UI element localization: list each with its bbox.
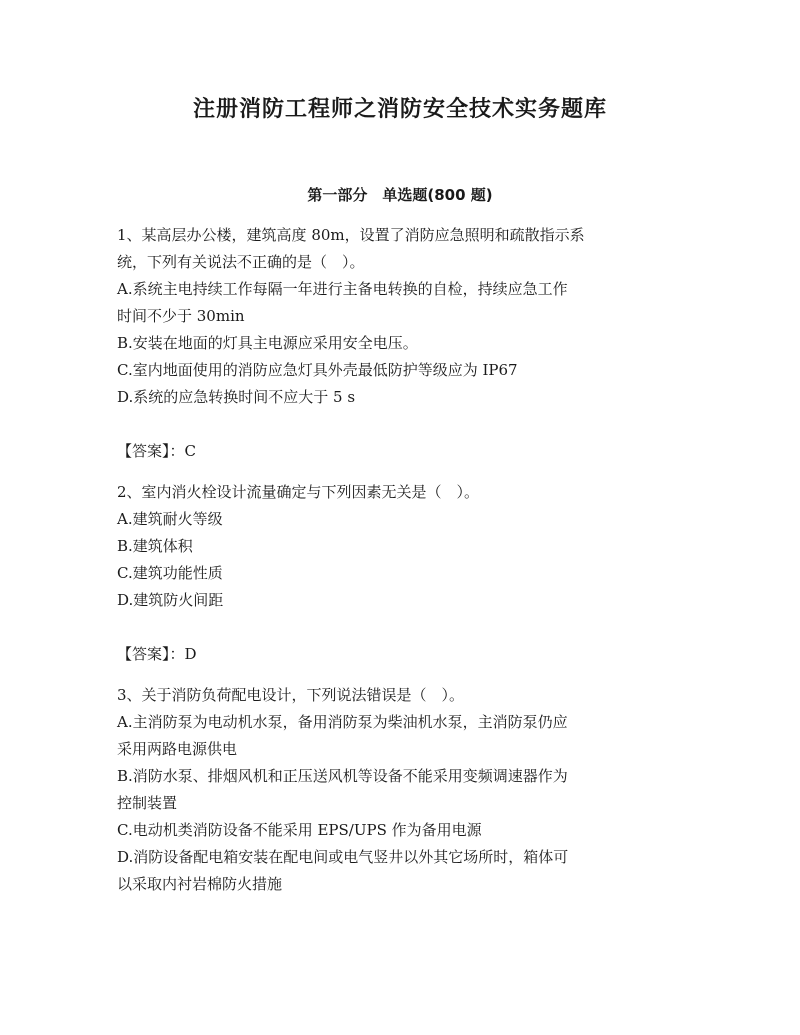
option-c: C.电动机类消防设备不能采用 EPS/UPS 作为备用电源 [117,821,482,839]
option-b-continued: 控制装置 [117,794,178,812]
question-2 [117,479,677,668]
answer-label: 【答案】：D [117,645,197,663]
option-a: A.建筑耐火等级 [117,510,223,528]
option-d: D.消防设备配电箱安装在配电间或电气竖井以外其它场所时，箱体可 [117,848,569,866]
question-stem-line: 统，下列有关说法不正确的是（ ）。 [117,253,365,271]
question-list [117,222,677,898]
document-title: 注册消防工程师之消防安全技术实务题库 [192,97,607,122]
question-1 [117,222,677,465]
question-stem-line: 1、某高层办公楼，建筑高度 80m，设置了消防应急照明和疏散指示系 [117,226,585,244]
option-a-continued: 时间不少于 30min [117,307,245,325]
option-a: A.系统主电持续工作每隔一年进行主备电转换的自检，持续应急工作 [117,280,568,298]
question-stem-line: 3、关于消防负荷配电设计，下列说法错误是（ ）。 [117,686,465,704]
option-a-continued: 采用两路电源供电 [117,740,238,758]
question-stem-line: 2、室内消火栓设计流量确定与下列因素无关是（ ）。 [117,483,480,501]
option-b: B.安装在地面的灯具主电源应采用安全电压。 [117,334,418,352]
option-c: C.建筑功能性质 [117,564,223,582]
option-b: B.建筑体积 [117,537,193,555]
question-3 [117,682,677,898]
option-a: A.主消防泵为电动机水泵，备用消防泵为柴油机水泵，主消防泵仍应 [117,713,568,731]
section-heading: 第一部分 单选题(800 题) [307,186,493,204]
option-b: B.消防水泵、排烟风机和正压送风机等设备不能采用变频调速器作为 [117,767,568,785]
answer-label: 【答案】：C [117,442,196,460]
option-d: D.系统的应急转换时间不应大于 5 s [117,388,356,406]
option-c: C.室内地面使用的消防应急灯具外壳最低防护等级应为 IP67 [117,361,518,379]
option-d-continued: 以采取内衬岩棉防火措施 [117,875,283,893]
option-d: D.建筑防火间距 [117,591,224,609]
